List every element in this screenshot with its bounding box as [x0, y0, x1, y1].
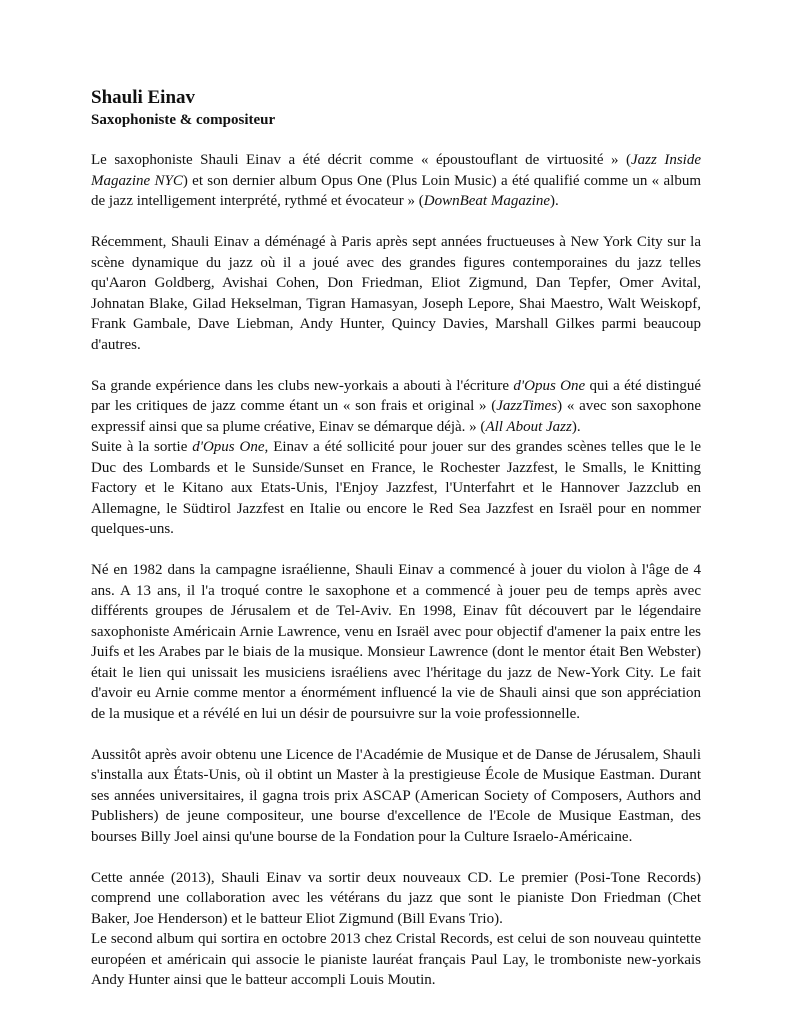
- opus-text-1: Sa grande expérience dans les clubs new-yorkais a abouti à l'écriture: [91, 377, 514, 394]
- stages-title: d'Opus One,: [192, 439, 269, 455]
- document-page: [91, 86, 701, 1011]
- intro-text-1: Le saxophoniste Shauli Einav a été décrit comme « époustouflant de virtuosité » (: [91, 152, 631, 168]
- paragraph-new-cds: Cette année (2013), Shauli Einav va sortir deux nouveaux CD. Le premier (Posi-Tone Records) comprend une collaboration avec les vétérans du jazz que sont le pianiste Don Friedman (Chet Baker, Joe Henderson) et le batteur Eliot Zigmund (Bill Evans Trio).: [91, 869, 701, 927]
- page-title: Shauli Einav: [91, 87, 196, 108]
- opus-source-1: JazzTimes: [496, 398, 558, 414]
- opus-title: d'Opus One: [513, 377, 586, 394]
- intro-source-2: DownBeat Magazine: [423, 193, 550, 209]
- opus-text-2: qui a été distingué par les critiques de jazz comme étant un « son frais et original » (: [91, 377, 701, 414]
- paragraph-intro: [91, 150, 701, 212]
- stages-text-2: Einav a été sollicité pour jouer sur des grandes scènes telles que le le Duc des Lombards et le Sunside/Sunset en France, le Rochester Jazzfest, le Smalls, le Knitting Factory et le Kitano aux Etats-Unis, l'Enjoy Jazzfest, l'Unterfahrt et le Hannover Jazzclub en Allemagne, le Südtirol Jazzfest en Italie ou encore le Red Sea Jazzfest en Israël pour en nommer quelques-uns.: [91, 439, 701, 537]
- paragraph-biography: Né en 1982 dans la campagne israélienne, Shauli Einav a commencé à jouer du violon à l'âge de 4 ans. A 13 ans, il l'a troqué contre le saxophone et a commencé à jouer peu de temps après avec différents groupes de Jérusalem et de Tel-Aviv. En 1998, Einav fût découvert par le légendaire saxophoniste Américain Arnie Lawrence, venu en Israël avec pour objectif d'amener la paix entre les Juifs et les Arabes par le biais de la musique. Monsieur Lawrence (dont le mentor était Ben Webster) était le lien qui unissait les musiciens israéliens avec l'héritage du jazz de New-York City. Le fait d'avoir eu Arnie comme mentor a énormément influencé la vie de Shauli ainsi que son appréciation de la musique et a révélé en lui un désir de poursuivre sur la voie professionnelle.: [91, 562, 701, 722]
- intro-source-1: Jazz Inside Magazine NYC: [91, 152, 701, 189]
- paragraph-education: Aussitôt après avoir obtenu une Licence de l'Académie de Musique et de Danse de Jérusalem, Shauli s'installa aux États-Unis, où il obtint un Master à la prestigieuse École de Musique Eastman. Durant ses années universitaires, il gagna trois prix ASCAP (American Society of Composers, Authors and Publishers) de jeune compositeur, une bourse d'excellence de l'Ecole de Musique Eastman, des bourses Billy Joel ainsi qu'une bourse de la Fondation pour la Culture Israelo-Américaine.: [91, 746, 701, 845]
- intro-text-2: ) et son dernier album Opus One (Plus Loin Music) a été qualifié comme un « album de jazz intelligement interprété, rythmé et évocateur » (: [91, 172, 701, 209]
- paragraph-stages: [91, 437, 701, 540]
- opus-source-2: All About Jazz: [485, 418, 572, 435]
- paragraph-new-york: Récemment, Shauli Einav a déménagé à Paris après sept années fructueuses à New York City sur la scène dynamique du jazz où il a joué avec des grandes figures contemporaines du jazz telles qu'Aaron Goldberg, Avishai Cohen, Don Friedman, Eliot Zigmund, Dan Tepfer, Omer Avital, Johnatan Blake, Gilad Hekselman, Tigran Hamasyan, Joseph Lepore, Shai Maestro, Walt Weiskopf, Frank Gambale, Dave Liebman, Andy Hunter, Quincy Davies, Marshall Gilkes parmi beaucoup d'autres.: [91, 234, 701, 353]
- page-subtitle: Saxophoniste & compositeur: [91, 112, 276, 128]
- stages-text-1: Suite à la sortie: [91, 439, 193, 455]
- paragraph-second-album: Le second album qui sortira en octobre 2013 chez Cristal Records, est celui de son nouveau quintette européen et américain qui associe le pianiste lauréat français Paul Lay, le tromboniste new-yorkais Andy Hunter ainsi que le batteur accompli Louis Moutin.: [91, 931, 701, 988]
- opus-text-4: ).: [571, 418, 581, 435]
- intro-text-3: ).: [550, 193, 559, 209]
- opus-text-3: ) « avec son saxophone expressif ainsi que sa plume créative, Einav se démarque déjà. » (: [91, 398, 701, 435]
- paragraph-opus-one: [91, 376, 701, 438]
